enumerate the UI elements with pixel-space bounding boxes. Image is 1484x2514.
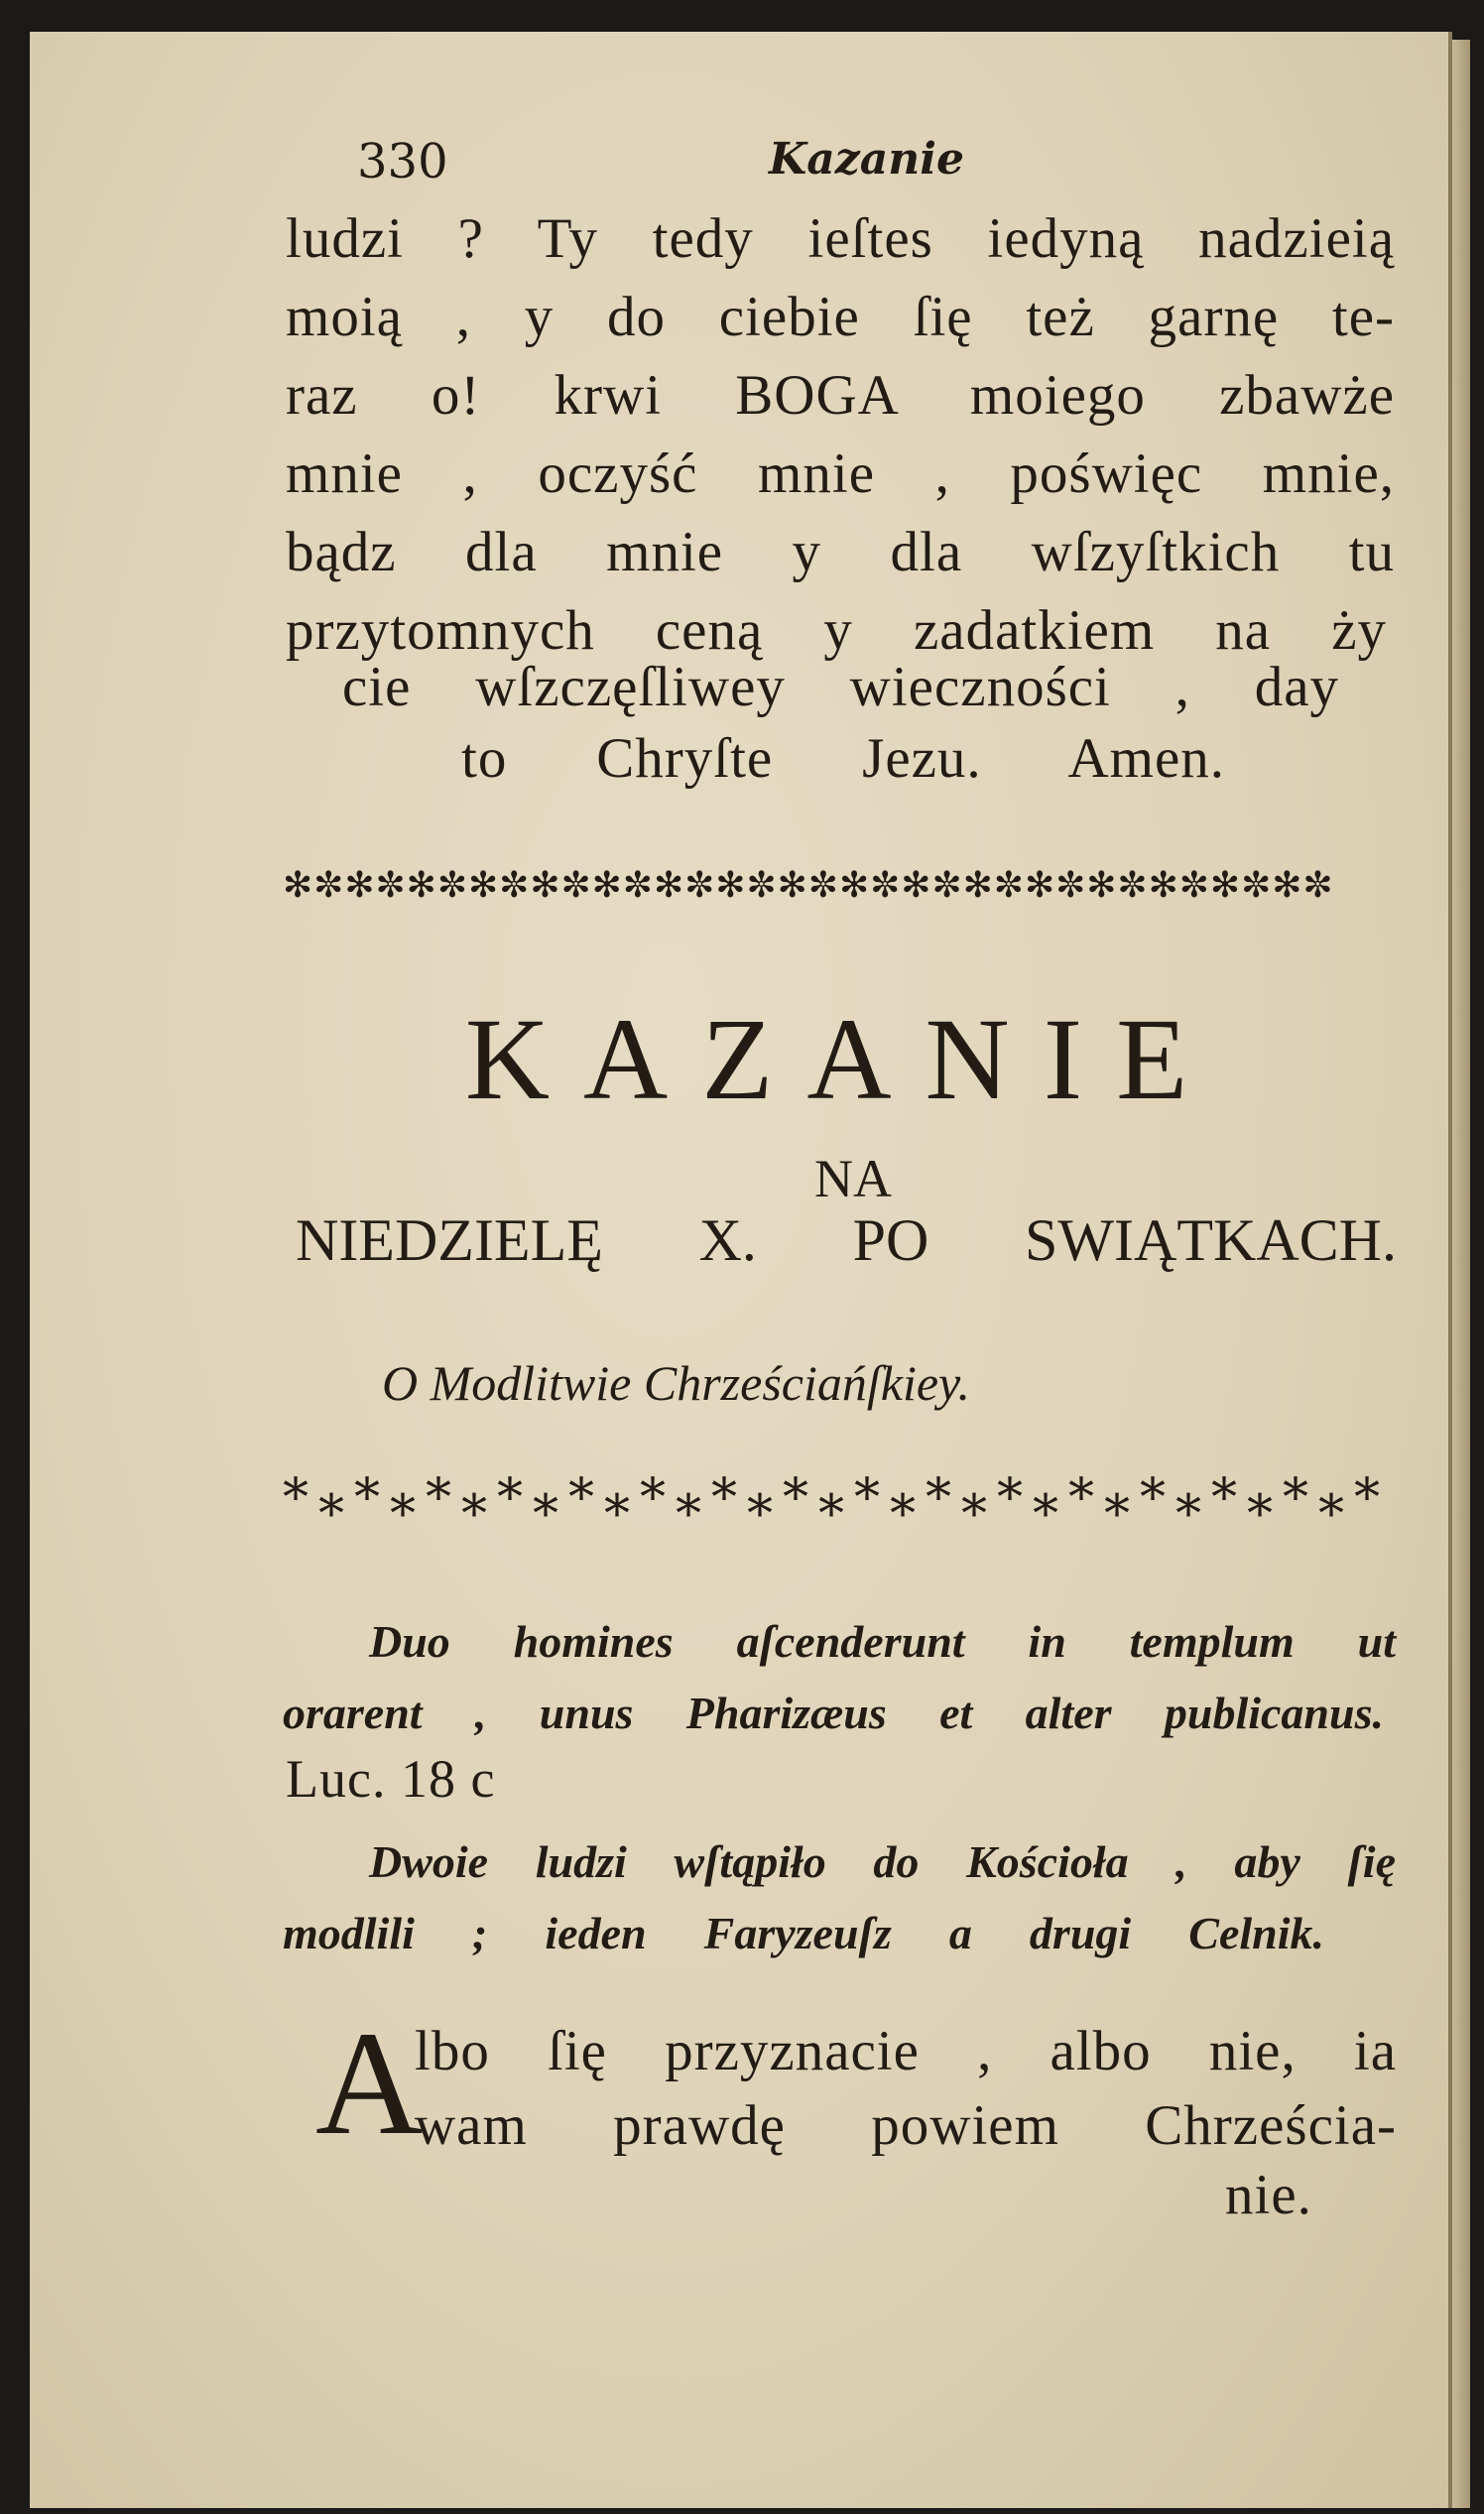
running-title: Kazanie xyxy=(769,134,964,185)
text-line: bądz dla mnie y dla wſzyſtkich tu xyxy=(286,521,1395,583)
drop-cap: A xyxy=(315,2001,424,2166)
text-line: przytomnych ceną y zadatkiem na ży xyxy=(286,599,1387,662)
text-line: raz o! krwi BOGA moiego zbawże xyxy=(286,364,1395,427)
bible-reference: Luc. 18 c xyxy=(286,1749,496,1809)
star-rule: *⁎*⁎*⁎*⁎*⁎*⁎*⁎*⁎*⁎*⁎*⁎*⁎*⁎*⁎*⁎* xyxy=(283,1468,1390,1528)
text-line: to Chryſte Jezu. Amen. xyxy=(461,727,1225,790)
ornamental-rule: ✻✼✻✼✻✼✻✼✻✼✻✼✻✼✻✼✻✼✻✼✻✼✻✼✻✼✻✼✻✼✻✼✻✼ xyxy=(283,865,1334,906)
running-head xyxy=(357,134,1210,203)
text-line: cie wſzczęſliwey wieczności , day xyxy=(342,656,1339,718)
page-number: 330 xyxy=(357,134,448,189)
text-line: moią , y do ciebie ſię też garnę te- xyxy=(286,286,1395,348)
sermon-title: KAZANIE xyxy=(464,994,1222,1124)
text-line: nie. xyxy=(1225,2164,1312,2226)
sermon-subtitle: O Modlitwie Chrześciańſkiey. xyxy=(382,1355,970,1411)
polish-line: modlili ; ieden Faryzeuſz a drugi Celnik. xyxy=(283,1908,1324,1958)
text-line: mnie , oczyść mnie , poświęc mnie, xyxy=(286,442,1395,505)
text-line: wam prawdę powiem Chrześcia- xyxy=(415,2094,1397,2157)
text-line: lbo ſię przyznacie , albo nie, ia xyxy=(415,2020,1397,2082)
latin-line: Duo homines aſcenderunt in templum ut xyxy=(369,1616,1396,1667)
title-na: NA xyxy=(814,1149,892,1208)
polish-line: Dwoie ludzi wſtąpiło do Kościoła , aby ſię xyxy=(369,1836,1396,1887)
latin-line: orarent , unus Pharizæus et alter publicanus. xyxy=(283,1688,1384,1738)
sunday-heading: NIEDZIELĘ X. PO SWIĄTKACH. xyxy=(296,1207,1397,1273)
text-line: ludzi ? Ty tedy ieſtes iedyną nadzieią xyxy=(286,207,1395,270)
